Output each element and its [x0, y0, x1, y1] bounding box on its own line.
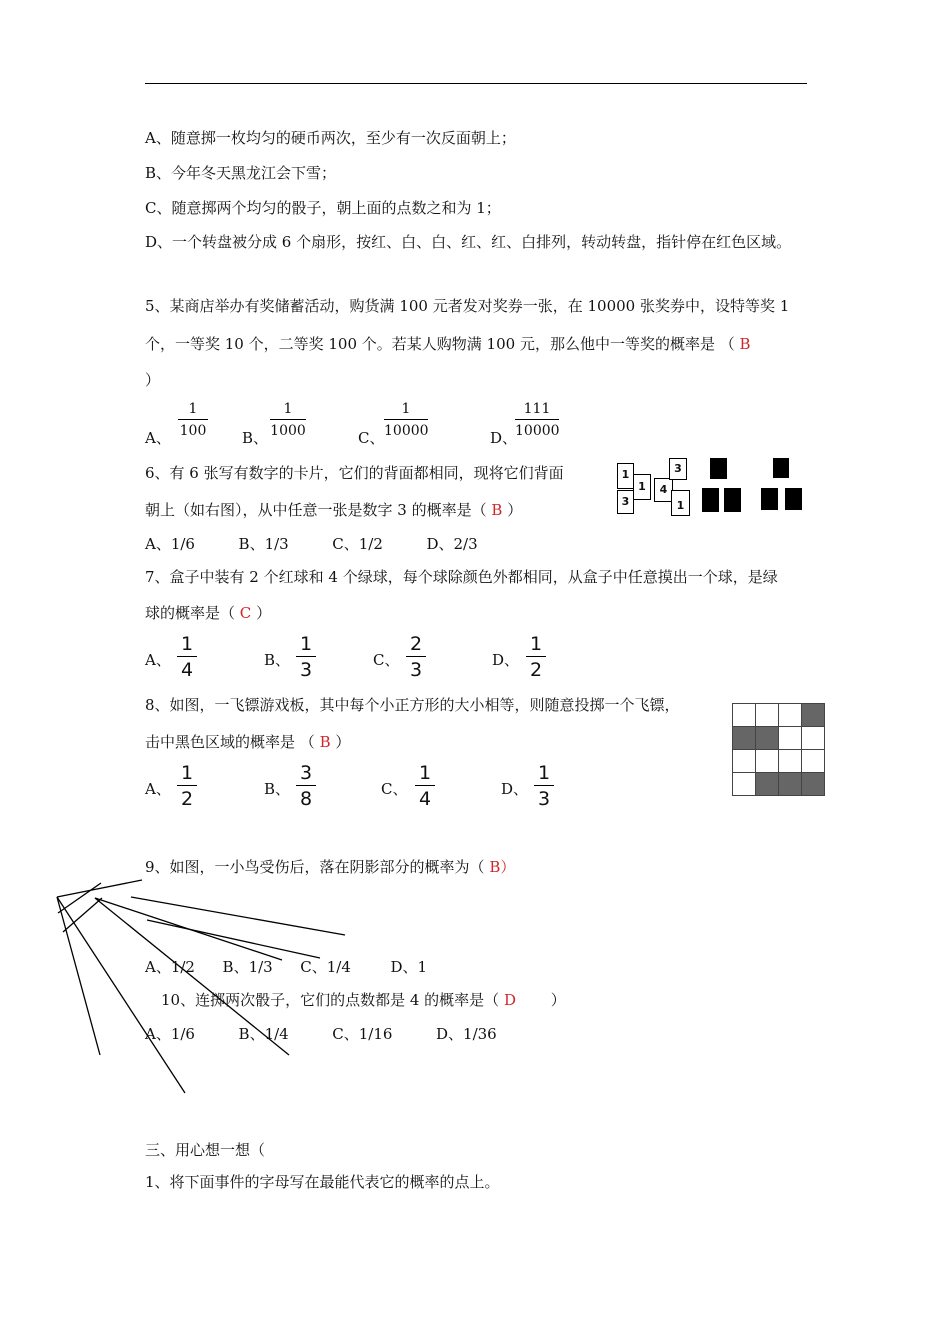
q10-answer: D: [503, 991, 516, 1009]
figure-line: [58, 883, 101, 913]
q7-option-c-fraction: 2 3: [406, 633, 426, 681]
q5-option-a-label: A、: [145, 429, 171, 447]
q9-answer: B: [489, 858, 501, 876]
q9-option-a: A、1/2: [145, 958, 195, 976]
q8-option-c-label: C、: [381, 780, 408, 798]
q4-option-b: B、今年冬天黑龙江会下雪；: [145, 164, 337, 182]
q7-line2: 球的概率是（ C ）: [145, 604, 272, 622]
card: 4: [654, 478, 673, 502]
q5-line1: 5、某商店举办有奖储蓄活动，购货满 100 元者发对奖券一张，在 10000 张奖券中，设特等奖 1: [145, 297, 790, 315]
q7-option-a-label: A、: [145, 651, 171, 669]
q7-line1: 7、盒子中装有 2 个红球和 4 个绿球，每个球除颜色外都相同，从盒子中任意摸出一个球，是绿: [145, 568, 778, 586]
card: 1: [671, 490, 690, 516]
q9-line1: 9、如图，一小鸟受伤后，落在阴影部分的概率为（ B）: [145, 858, 516, 876]
q8-option-d-label: D、: [501, 780, 529, 798]
q8-option-d-fraction: 1 3: [534, 762, 554, 810]
q7-option-d-fraction: 1 2: [526, 633, 546, 681]
q5-option-c-label: C、: [358, 429, 385, 447]
q8-option-b-label: B、: [264, 780, 291, 798]
q10-line1: 10、连掷两次骰子，它们的点数都是 4 的概率是（ D ）: [161, 991, 566, 1009]
section3-title: 三、用心想一想（: [145, 1141, 266, 1159]
q6-line2: 朝上（如右图），从中任意一张是数字 3 的概率是（ B ）: [145, 501, 523, 519]
q10-options: [145, 1023, 497, 1044]
q5-option-d-fraction: 111 10000: [515, 401, 560, 439]
q7-option-b-label: B、: [264, 651, 291, 669]
q6-option-a: A、1/6: [145, 535, 195, 553]
q4-option-a: A、随意掷一枚均匀的硬币两次，至少有一次反面朝上；: [145, 129, 516, 147]
figure-line: [131, 897, 345, 935]
q5-option-a-fraction: 1 100: [179, 401, 207, 439]
q8-line2: 击中黑色区域的概率是 （ B ）: [145, 733, 351, 751]
q5-answer: B: [739, 335, 751, 353]
q8-option-a-fraction: 1 2: [177, 762, 197, 810]
q6-option-d: D、2/3: [426, 535, 478, 553]
q10-option-d: D、1/36: [436, 1025, 497, 1043]
section3-q1: 1、将下面事件的字母写在最能代表它的概率的点上。: [145, 1173, 500, 1191]
q9-options: [145, 956, 427, 977]
q5-option-b-label: B、: [242, 429, 269, 447]
q7-answer: C: [239, 604, 252, 622]
card: 3: [669, 458, 687, 480]
q7-option-a-fraction: 1 4: [177, 633, 197, 681]
q5-option-c-fraction: 1 10000: [384, 401, 429, 439]
q6-option-c: C、1/2: [332, 535, 383, 553]
q8-option-b-fraction: 3 8: [296, 762, 316, 810]
q6-answer: B: [491, 501, 503, 519]
q7-option-c-label: C、: [373, 651, 400, 669]
q4-option-d: D、一个转盘被分成 6 个扇形，按红、白、白、红、红、白排列，转动转盘，指针停在红色区域。: [145, 233, 792, 251]
figure-line: [57, 880, 142, 897]
q10-option-b: B、1/4: [238, 1025, 289, 1043]
q8-option-a-label: A、: [145, 780, 171, 798]
q7-option-b-fraction: 1 3: [296, 633, 316, 681]
q8-option-c-fraction: 1 4: [415, 762, 435, 810]
q5-option-b-fraction: 1 1000: [270, 401, 306, 439]
q10-option-a: A、1/6: [145, 1025, 195, 1043]
q5-close: ）: [145, 371, 161, 389]
q10-option-c: C、1/16: [332, 1025, 393, 1043]
q9-option-d: D、1: [390, 958, 428, 976]
q9-option-b: B、1/3: [222, 958, 273, 976]
card: 1: [617, 463, 634, 489]
card: 1: [633, 474, 651, 500]
q8-line1: 8、如图，一飞镖游戏板，其中每个小正方形的大小相等，则随意投掷一个飞镖，: [145, 696, 680, 714]
figure-line: [57, 897, 100, 1055]
q9-option-c: C、1/4: [300, 958, 351, 976]
card: 3: [617, 490, 634, 514]
q6-line1: 6、有 6 张写有数字的卡片，它们的背面都相同，现将它们背面: [145, 464, 564, 482]
q8-answer: B: [319, 733, 331, 751]
q6-option-b: B、1/3: [238, 535, 289, 553]
q5-option-d-label: D、: [490, 429, 518, 447]
q7-option-d-label: D、: [492, 651, 520, 669]
q4-option-c: C、随意掷两个均匀的骰子，朝上面的点数之和为 1；: [145, 199, 501, 217]
q5-line2: 个，一等奖 10 个，二等奖 100 个。若某人购物满 100 元，那么他中一等奖的概率是 （ B: [145, 335, 751, 353]
